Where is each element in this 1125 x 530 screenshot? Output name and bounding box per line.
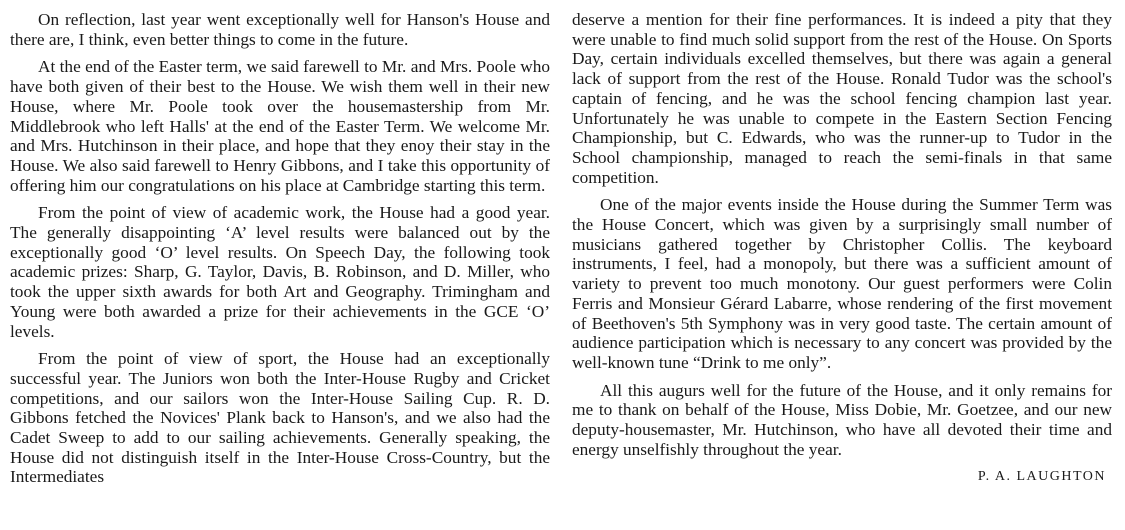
paragraph-academic: From the point of view of academic work, the House had a good year. The generally disappointing ‘A’ level results were balanced out by the exceptionally good ‘O’ level results. On Speech Day, the following took academic prizes: Sharp, G. Taylor, Davis, B. Robinson, and D. Miller, who took the upper sixth awards for both Art and Geography. Trimingham and Young were both awarded a prize for their achievements in the GCE ‘O’ levels.	[10, 203, 550, 341]
paragraph-farewells: At the end of the Easter term, we said farewell to Mr. and Mrs. Poole who have both given of their best to the House. We wish them well in their new House, where Mr. Poole took over the housemastership from Mr. Middlebrook who left Halls' at the end of the Easter Term. We welcome Mr. and Mrs. Hutchinson in their place, and hope that they enoy their stay in the House. We also said farewell to Henry Gibbons, and I take this opportunity of offering him our congratulations on his place at Cambridge starting this term.	[10, 57, 550, 195]
right-column	[572, 10, 1112, 530]
author-signature: P. A. LAUGHTON	[977, 469, 1106, 485]
paragraph-intro: On reflection, last year went exceptionally well for Hanson's House and there are, I think, even better things to come in the future.	[10, 10, 550, 49]
paragraph-concert: One of the major events inside the House during the Summer Term was the House Concert, which was given by a surprisingly small number of musicians gathered together by Christopher Collis. The keyboard instruments, I feel, had a monopoly, but there was a sufficient amount of variety to prevent too much monotony. Our guest performers were Colin Ferris and Monsieur Gérard Labarre, whose rendering of the first movement of Beethoven's 5th Symphony was in very good taste. The certain amount of audience participation which is necessary to any concert was provided by the well-known tune “Drink to me only”.	[572, 195, 1112, 372]
paragraph-sport-continued: deserve a mention for their fine performances. It is indeed a pity that they were unable to find much solid support from the rest of the House. On Sports Day, certain individuals excelled themselves, but there was again a general lack of support from the rest of the House. Ronald Tudor was the school's captain of fencing, and he was the school fencing champion last year. Unfortunately he was unable to compete in the Eastern Section Fencing Championship, but C. Edwards, who was the runner-up to Tudor in the School championship, managed to reach the semi-finals in that same competition.	[572, 10, 1112, 187]
left-column	[10, 10, 550, 530]
paragraph-closing: All this augurs well for the future of the House, and it only remains for me to thank on behalf of the House, Miss Dobie, Mr. Goetzee, and our new deputy-housemaster, Mr. Hutchinson, who have all devoted their time and energy unselfishly throughout the year.	[572, 380, 1112, 459]
paragraph-sport: From the point of view of sport, the House had an exceptionally successful year. The Juniors won both the Inter-House Rugby and Cricket competitions, and our sailors won the Inter-House Sailing Cup. R. D. Gibbons fetched the Novices' Plank back to Hanson's, and we also had the Cadet Sweep to add to our sailing achievements. Generally speaking, the House did not distinguish itself in the Inter-House Cross-Country, but the Intermediates	[10, 349, 550, 487]
